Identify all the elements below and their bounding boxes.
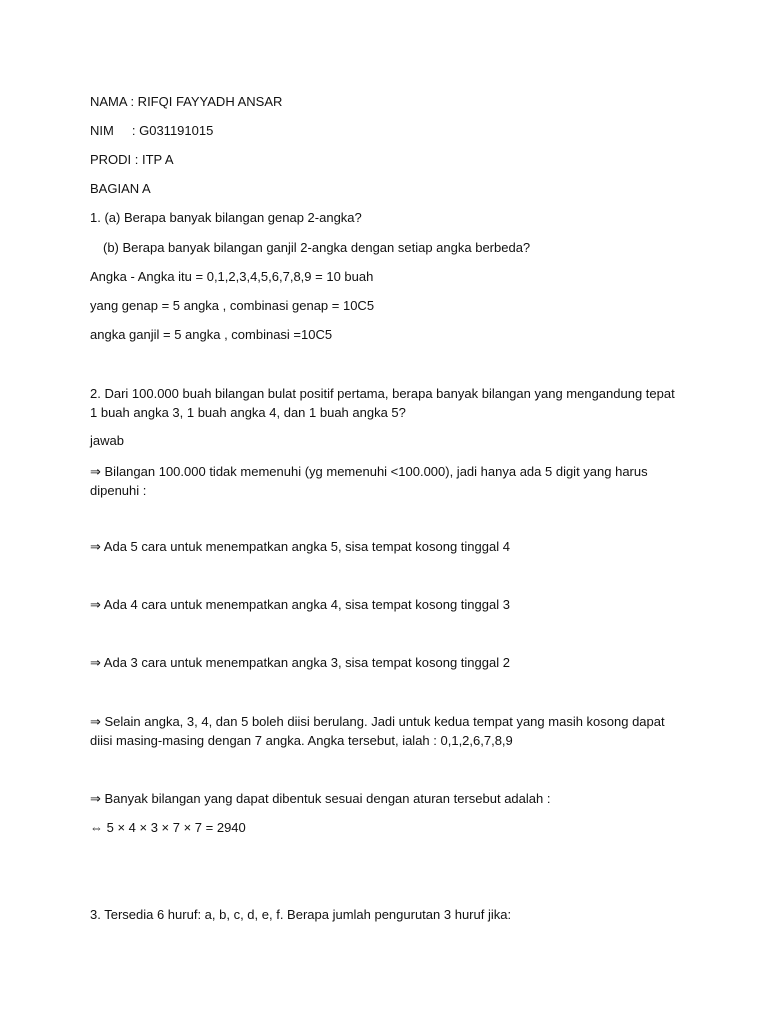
question-3: 3. Tersedia 6 huruf: a, b, c, d, e, f. Berapa jumlah pengurutan 3 huruf jika: — [90, 907, 512, 922]
answer-2-result: ⇔ 5 × 4 × 3 × 7 × 7 = 2940 — [90, 820, 246, 835]
section-heading: BAGIAN A — [90, 181, 151, 196]
answer-1-line-2: yang genap = 5 angka , combinasi genap = 10C5 — [90, 298, 375, 313]
answer-2-label: jawab — [90, 433, 124, 448]
question-1b: (b) Berapa banyak bilangan ganjil 2-angka dengan setiap angka berbeda? — [103, 240, 531, 255]
answer-1-line-3: angka ganjil = 5 angka , combinasi =10C5 — [90, 327, 333, 342]
answer-2-step-1: ⇒ Bilangan 100.000 tidak memenuhi (yg memenuhi <100.000), jadi hanya ada 5 digit yang harus dipenuhi : — [90, 464, 648, 498]
question-1a: 1. (a) Berapa banyak bilangan genap 2-angka? — [90, 210, 362, 225]
student-prodi: PRODI : ITP A — [90, 152, 174, 167]
student-name: NAMA : RIFQI FAYYADH ANSAR — [90, 94, 283, 109]
student-nim: NIM : G031191015 — [90, 123, 214, 138]
answer-2-step-6: ⇒ Banyak bilangan yang dapat dibentuk sesuai dengan aturan tersebut adalah : — [90, 791, 551, 806]
answer-2-step-5: ⇒ Selain angka, 3, 4, dan 5 boleh diisi berulang. Jadi untuk kedua tempat yang masih kosong dapat diisi masing-masing dengan 7 angka. Angka tersebut, ialah : 0,1,2,6,7,8,9 — [90, 714, 665, 748]
answer-1-line-1: Angka - Angka itu = 0,1,2,3,4,5,6,7,8,9 = 10 buah — [90, 269, 374, 284]
answer-2-step-4: ⇒ Ada 3 cara untuk menempatkan angka 3, sisa tempat kosong tinggal 2 — [90, 655, 510, 670]
answer-2-step-2: ⇒ Ada 5 cara untuk menempatkan angka 5, sisa tempat kosong tinggal 4 — [90, 539, 510, 554]
question-2: 2. Dari 100.000 buah bilangan bulat positif pertama, berapa banyak bilangan yang mengandung tepat 1 buah angka 3, 1 buah angka 4, dan 1 buah angka 5? — [90, 386, 675, 420]
answer-2-step-3: ⇒ Ada 4 cara untuk menempatkan angka 4, sisa tempat kosong tinggal 3 — [90, 597, 510, 612]
